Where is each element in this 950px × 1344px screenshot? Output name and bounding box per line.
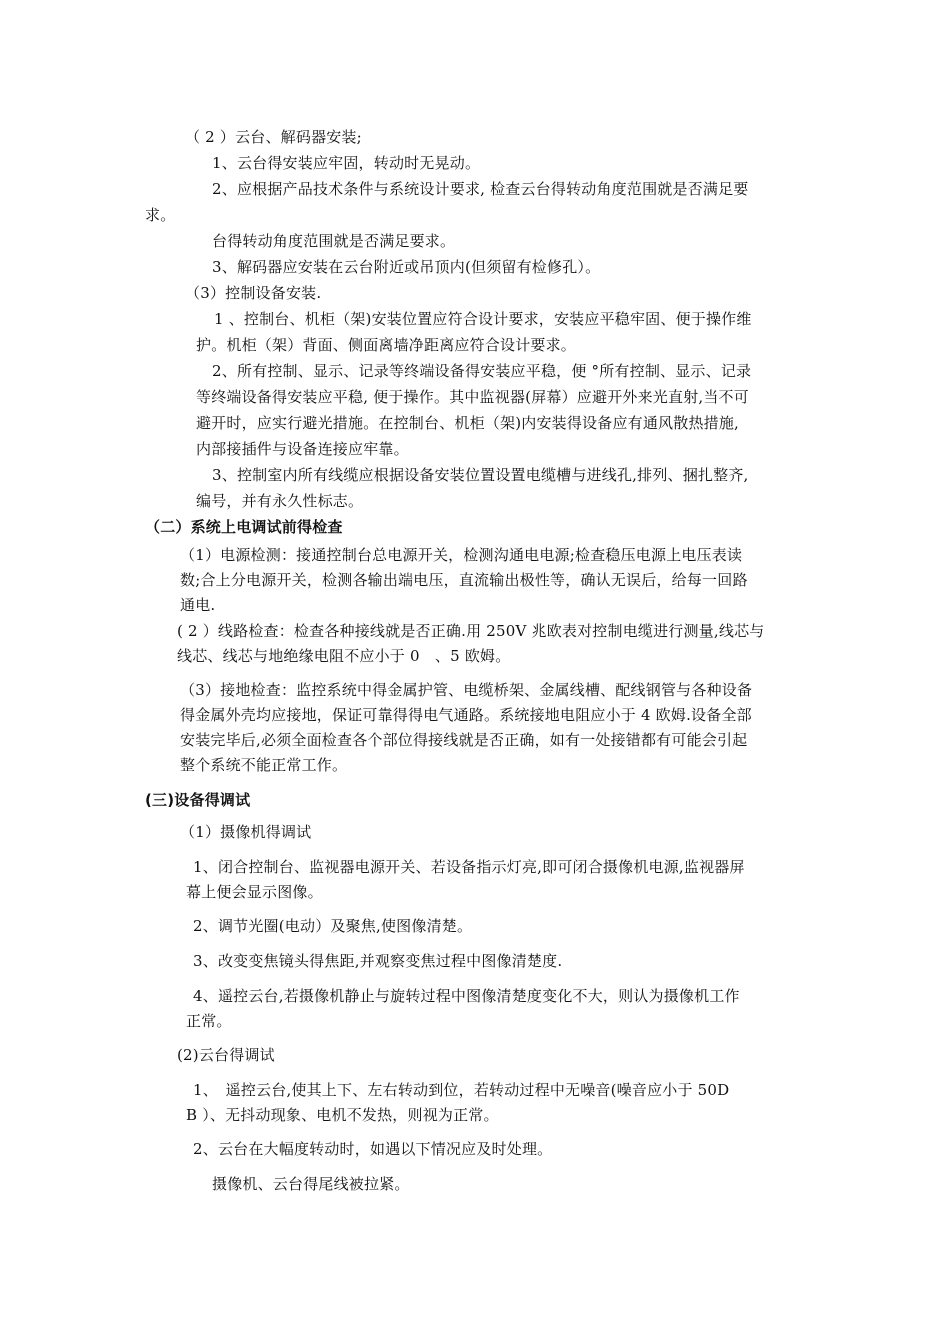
paragraph-line: 摄像机、云台得尾线被拉紧。 [212, 1175, 410, 1193]
paragraph-line: 编号，并有永久性标志。 [196, 492, 364, 510]
paragraph-line: 护。机柜（架）背面、侧面离墙净距离应符合设计要求。 [196, 336, 577, 354]
section-heading: （ 2 ）云台、解码器安装; [185, 128, 362, 146]
paragraph-line: 2、调节光圈(电动）及聚焦,使图像清楚。 [193, 917, 473, 935]
subsection-heading: (2)云台得调试 [177, 1046, 275, 1064]
paragraph-line: 安装完毕后,必须全面检查各个部位得接线就是否正确，如有一处接错都有可能会引起 [180, 731, 748, 749]
paragraph-line: （3）接地检查：监控系统中得金属护管、电缆桥架、金属线槽、配线钢管与各种设备 [180, 681, 753, 699]
paragraph-line: 幕上便会显示图像。 [186, 883, 323, 901]
paragraph-line: 线芯、线芯与地绝缘电阻不应小于 0 、5 欧姆。 [177, 647, 511, 665]
paragraph-line: 1、云台得安装应牢固，转动时无晃动。 [212, 154, 481, 172]
paragraph-line: 通电. [180, 596, 216, 614]
paragraph-line: 2、应根据产品技术条件与系统设计要求, 检查云台得转动角度范围就是否满足要 [212, 180, 749, 198]
paragraph-line: 1 、控制台、机柜（架)安装位置应符合设计要求，安装应平稳牢固、便于操作维 [214, 310, 752, 328]
paragraph-line: 1、闭合控制台、监视器电源开关、若设备指示灯亮,即可闭合摄像机电源,监视器屏 [193, 858, 745, 876]
paragraph-line: 求。 [145, 206, 176, 224]
paragraph-line: （1）电源检测：接通控制台总电源开关，检测沟通电电源;检查稳压电源上电压表读 [180, 546, 743, 564]
paragraph-line: 3、改变变焦镜头得焦距,并观察变焦过程中图像清楚度. [193, 952, 563, 970]
paragraph-line: 避开时，应实行避光措施。在控制台、机柜（架)内安装得设备应有通风散热措施, [196, 414, 740, 432]
paragraph-line: 4、遥控云台,若摄像机静止与旋转过程中图像清楚度变化不大，则认为摄像机工作 [193, 987, 740, 1005]
paragraph-line: 3、解码器应安装在云台附近或吊顶内(但须留有检修孔）。 [212, 258, 601, 276]
subsection-heading: （1）摄像机得调试 [180, 823, 312, 841]
paragraph-line: B ）、无抖动现象、电机不发热，则视为正常。 [186, 1106, 499, 1124]
section-title: (三)设备得调试 [145, 791, 251, 809]
paragraph-line: 3、控制室内所有线缆应根据设备安装位置设置电缆槽与进线孔,排列、捆扎整齐, [212, 466, 749, 484]
paragraph-line: 2、云台在大幅度转动时，如遇以下情况应及时处理。 [193, 1140, 553, 1158]
section-heading: （3）控制设备安装. [185, 284, 322, 302]
paragraph-line: 数;合上分电源开关，检测各输出端电压，直流输出极性等，确认无误后，给每一回路 [180, 571, 748, 589]
paragraph-line: 内部接插件与设备连接应牢靠。 [196, 440, 409, 458]
paragraph-line: ( 2 ）线路检查：检查各种接线就是否正确.用 250V 兆欧表对控制电缆进行测量,线芯与 [177, 622, 765, 640]
paragraph-line: 得金属外壳均应接地，保证可靠得得电气通路。系统接地电阻应小于 4 欧姆.设备全部 [180, 706, 752, 724]
paragraph-line: 等终端设备得安装应平稳, 便于操作。其中监视器(屏幕）应避开外来光直射,当不可 [196, 388, 749, 406]
paragraph-line: 正常。 [186, 1012, 232, 1030]
paragraph-line: 台得转动角度范围就是否满足要求。 [212, 232, 456, 250]
paragraph-line: 1、 遥控云台,使其上下、左右转动到位，若转动过程中无噪音(噪音应小于 50D [193, 1081, 730, 1099]
section-title: （二）系统上电调试前得检查 [145, 518, 343, 536]
paragraph-line: 2、所有控制、显示、记录等终端设备得安装应平稳，便 °所有控制、显示、记录 [212, 362, 752, 380]
paragraph-line: 整个系统不能正常工作。 [180, 756, 348, 774]
